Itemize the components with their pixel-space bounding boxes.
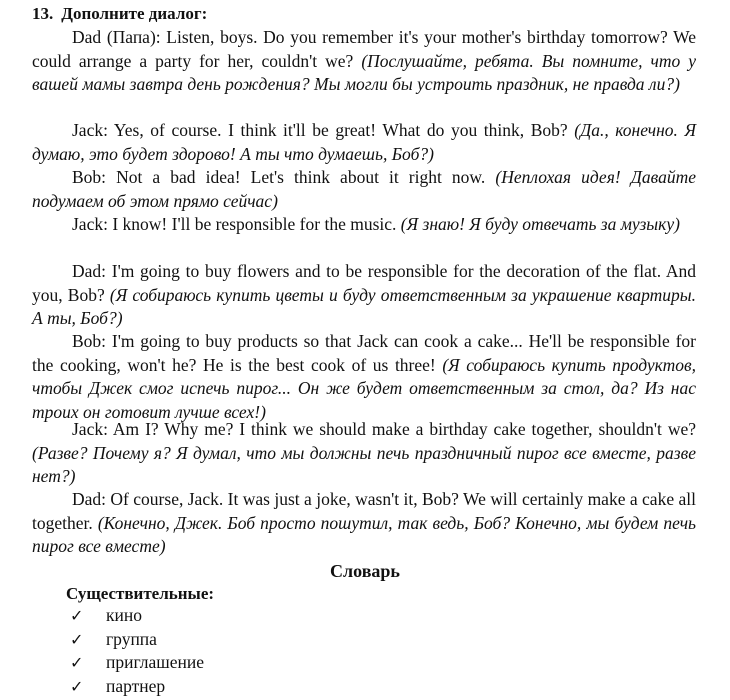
vocabulary-title: Словарь — [330, 561, 400, 581]
english-text: Jack: I know! I'll be responsible for the music. — [72, 214, 397, 234]
vocabulary-word: кино — [106, 605, 142, 625]
checkmark-icon: ✓ — [70, 678, 84, 696]
russian-translation: (Послушайте, ребята. Вы помните, что у вашей мамы завтра день рождения? Мы могли бы устроить праздник, не правда ли?) — [32, 50, 696, 94]
dialog-line — [32, 418, 696, 489]
english-text: Bob: I'm going to buy products so that Jack can cook a cake... He'll be responsible for the cooking, won't he? He is the best cook of us three! — [32, 331, 696, 375]
russian-translation: (Да., конечно. Я думаю, это будет здорово! А ты что думаешь, Боб?) — [32, 120, 697, 164]
dialog-line — [32, 119, 696, 166]
english-text: Bob: Not a bad idea! Let's think about it right now. — [72, 167, 486, 187]
english-text: Dad: Of course, Jack. It was just a joke, wasn't it, Bob? We will certainly make a cake all together. — [32, 489, 696, 533]
list-item — [70, 628, 204, 652]
dialog-line — [32, 26, 696, 97]
list-item — [70, 604, 204, 628]
russian-translation: (Я собираюсь купить цветы и буду ответственным за украшение квартиры. А ты, Боб?) — [32, 284, 696, 328]
checkmark-icon: ✓ — [70, 655, 84, 672]
vocabulary-subtitle: Существительные: — [66, 584, 215, 603]
vocabulary-word: приглашение — [106, 652, 205, 672]
english-text: Dad (Папа): Listen, boys. Do you remember it's your mother's birthday tomorrow? We could arrange a party for her, couldn't we? — [32, 27, 696, 71]
russian-translation: (Разве? Почему я? Я думал, что мы должны печь праздничный пирог все вместе, разве нет?) — [32, 442, 696, 486]
vocabulary-word: группа — [106, 628, 157, 649]
english-text: Jack: Yes, of course. I think it'll be great! What do you think, Bob? — [72, 120, 568, 140]
dialog-line — [32, 260, 696, 331]
dialog-line — [32, 213, 696, 237]
list-item — [70, 675, 204, 699]
dialog-line — [32, 330, 696, 424]
russian-translation: (Конечно, Джек. Боб просто пошутил, так ведь, Боб? Конечно, мы будем печь пирог все вместе) — [32, 512, 697, 556]
dialog-line — [32, 488, 696, 559]
russian-translation: (Неплохая идея! Давайте подумаем об этом прямо сейчас) — [32, 167, 696, 211]
english-text: Jack: Am I? Why me? I think we should make a birthday cake together, shouldn't we? — [72, 419, 696, 439]
exercise-number: 13. — [32, 4, 54, 23]
checkmark-icon: ✓ — [70, 608, 84, 625]
vocabulary-word: партнер — [106, 675, 166, 696]
checkmark-icon: ✓ — [70, 631, 84, 649]
dialog-line — [32, 166, 696, 213]
exercise-title: Дополните диалог: — [61, 4, 208, 23]
exercise-heading — [32, 3, 207, 24]
russian-translation: (Я собираюсь купить продуктов, чтобы Джек смог испечь пирог... Он же будет ответственным за стол, да? Из нас троих он готовит лучше всех!) — [32, 354, 696, 422]
english-text: Dad: I'm going to buy flowers and to be responsible for the decoration of the flat. And you, Bob? — [32, 261, 696, 305]
russian-translation: (Я знаю! Я буду отвечать за музыку) — [400, 214, 680, 234]
list-item — [70, 651, 204, 675]
vocabulary-list — [70, 604, 204, 698]
